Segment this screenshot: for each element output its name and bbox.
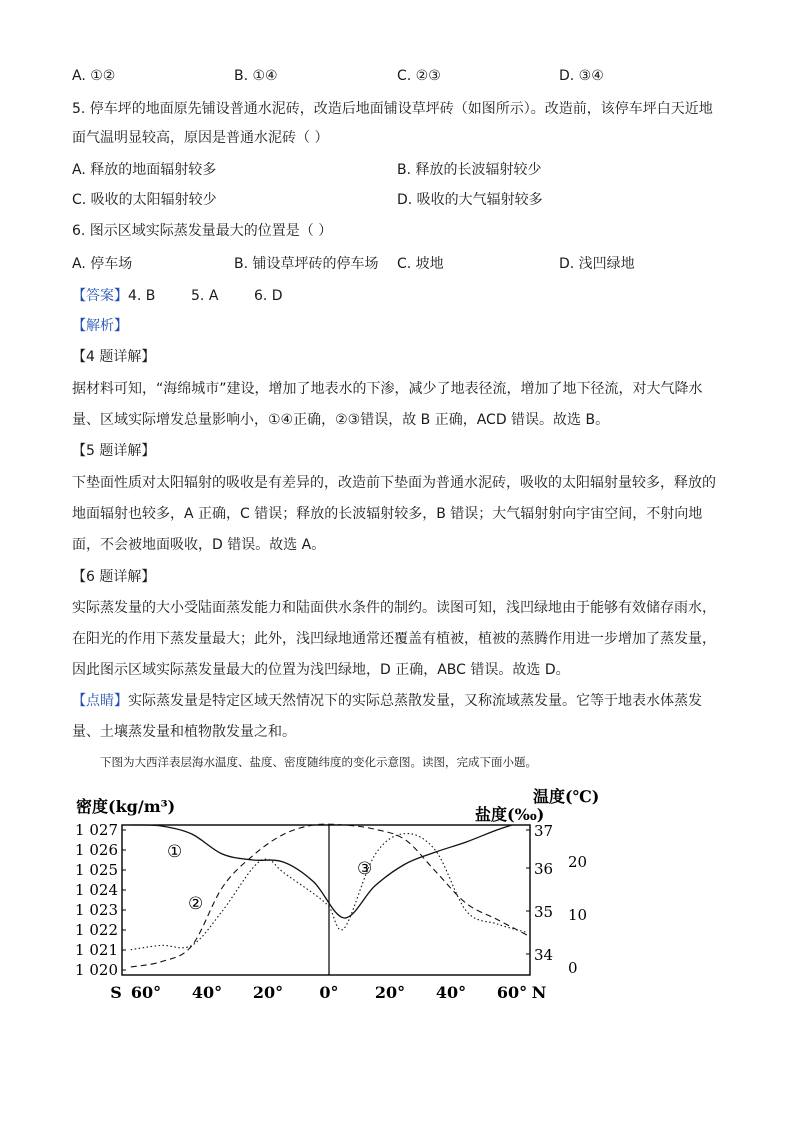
tip-line-1 bbox=[72, 691, 702, 711]
latitude-ticks bbox=[110, 983, 546, 1002]
q6-option-d: D. 浅凹绿地 bbox=[559, 256, 635, 272]
q6-option-b: B. 铺设草坪砖的停车场 bbox=[234, 256, 379, 272]
q4-detail-head: 【4 题详解】 bbox=[72, 349, 156, 365]
atlantic-profile-chart bbox=[70, 780, 610, 1005]
q5-option-b: B. 释放的长波辐射较少 bbox=[397, 162, 542, 178]
answer-text: 4. B 5. A 6. D bbox=[128, 288, 283, 304]
density-tick-label: 1 021 bbox=[75, 941, 118, 959]
q6-detail-head: 【6 题详解】 bbox=[72, 569, 156, 585]
density-tick-label: 1 020 bbox=[75, 961, 118, 979]
temperature-axis-label: 温度(℃) bbox=[533, 787, 600, 806]
q5-stem-line-2: 面气温明显较高，原因是普通水泥砖（ ） bbox=[72, 130, 329, 146]
q5-option-a: A. 释放的地面辐射较多 bbox=[72, 162, 217, 178]
q5-stem-line-1: 5. 停车坪的地面原先铺设普通水泥砖，改造后地面铺设草坪砖（如图所示）。改造前，该停车坪白天近地 bbox=[72, 101, 713, 117]
answer-line bbox=[72, 286, 283, 306]
density-axis-label: 密度(kg/m³) bbox=[76, 797, 176, 816]
density-tick-label: 1 026 bbox=[75, 841, 118, 859]
q6-detail-line-3: 因此图示区域实际蒸发量最大的位置为浅凹绿地，D 正确，ABC 错误。故选 D。 bbox=[72, 662, 570, 678]
q6-stem: 6. 图示区域实际蒸发量最大的位置是（ ） bbox=[72, 223, 333, 239]
temperature-ticks bbox=[568, 853, 587, 977]
q5-detail-head: 【5 题详解】 bbox=[72, 443, 156, 459]
salinity-tick-label: 34 bbox=[534, 946, 554, 964]
q5-option-d: D. 吸收的大气辐射较多 bbox=[397, 192, 543, 208]
temperature-tick-label: 20 bbox=[568, 853, 588, 871]
latitude-tick-label: 60° bbox=[496, 983, 528, 1002]
analysis-tag: 【解析】 bbox=[72, 318, 128, 334]
q5-detail-line-2: 地面辐射也较多，A 正确，C 错误；释放的长波辐射较多，B 错误；大气辐射射向宇宙空间，不射向地 bbox=[72, 506, 703, 522]
latitude-tick-label: S bbox=[110, 983, 122, 1002]
q4-option-d: D. ③④ bbox=[559, 68, 604, 84]
tip-text-1: 实际蒸发量是特定区域天然情况下的实际总蒸散发量，又称流域蒸发量。它等于地表水体蒸发 bbox=[128, 693, 702, 709]
q6-detail-line-1: 实际蒸发量的大小受陆面蒸发能力和陆面供水条件的制约。读图可知，浅凹绿地由于能够有效储存雨水， bbox=[72, 600, 716, 616]
q4-detail-line-1: 据材料可知，“海绵城市”建设，增加了地表水的下渗，减少了地表径流，增加了地下径流，对大气降水 bbox=[72, 381, 703, 397]
latitude-tick-label: N bbox=[531, 983, 547, 1002]
q4-option-c: C. ②③ bbox=[397, 68, 441, 84]
salinity-tick-label: 36 bbox=[534, 860, 554, 878]
density-tick-label: 1 027 bbox=[75, 821, 118, 839]
answer-tag: 【答案】 bbox=[72, 288, 128, 304]
q5-detail-line-3: 面，不会被地面吸收，D 错误。故选 A。 bbox=[72, 537, 326, 553]
latitude-tick-label: 40° bbox=[191, 983, 223, 1002]
chart-intro: 下图为大西洋表层海水温度、盐度、密度随纬度的变化示意图。读图，完成下面小题。 bbox=[100, 755, 537, 769]
series-3-label: ③ bbox=[357, 859, 373, 879]
salinity-tick-label: 35 bbox=[534, 903, 554, 921]
latitude-tick-label: 20° bbox=[374, 983, 406, 1002]
latitude-tick-label: 0° bbox=[319, 983, 339, 1002]
density-tick-label: 1 023 bbox=[75, 901, 118, 919]
q6-option-a: A. 停车场 bbox=[72, 256, 133, 272]
q6-detail-line-2: 在阳光的作用下蒸发量最大；此外，浅凹绿地通常还覆盖有植被，植被的蒸腾作用进一步增加了蒸发量， bbox=[72, 631, 716, 647]
q4-option-b: B. ①④ bbox=[234, 68, 278, 84]
density-tick-label: 1 024 bbox=[75, 881, 118, 899]
density-tick-label: 1 025 bbox=[75, 861, 118, 879]
series-2-label: ② bbox=[188, 894, 204, 914]
q6-option-c: C. 坡地 bbox=[397, 256, 444, 272]
density-tick-label: 1 022 bbox=[75, 921, 118, 939]
density-ticks bbox=[75, 821, 126, 979]
latitude-tick-label: 60° bbox=[130, 983, 162, 1002]
plot-frame bbox=[122, 825, 530, 975]
q4-option-a: A. ①② bbox=[72, 68, 116, 84]
latitude-tick-label: 40° bbox=[435, 983, 467, 1002]
q5-option-c: C. 吸收的太阳辐射较少 bbox=[72, 192, 217, 208]
series-1-label: ① bbox=[167, 842, 183, 862]
q4-detail-line-2: 量、区域实际增发总量影响小，①④正确，②③错误，故 B 正确，ACD 错误。故选 B。 bbox=[72, 412, 610, 428]
latitude-tick-label: 20° bbox=[252, 983, 284, 1002]
tip-tag: 【点睛】 bbox=[72, 693, 128, 709]
q5-detail-line-1: 下垫面性质对太阳辐射的吸收是有差异的，改造前下垫面为普通水泥砖，吸收的太阳辐射量较多，释放的 bbox=[72, 475, 716, 491]
salinity-tick-label: 37 bbox=[534, 822, 554, 840]
temperature-tick-label: 0 bbox=[568, 959, 578, 977]
salinity-axis-label: 盐度(‰) bbox=[475, 805, 545, 824]
temperature-tick-label: 10 bbox=[568, 906, 588, 924]
tip-line-2: 量、土壤蒸发量和植物散发量之和。 bbox=[72, 724, 296, 740]
